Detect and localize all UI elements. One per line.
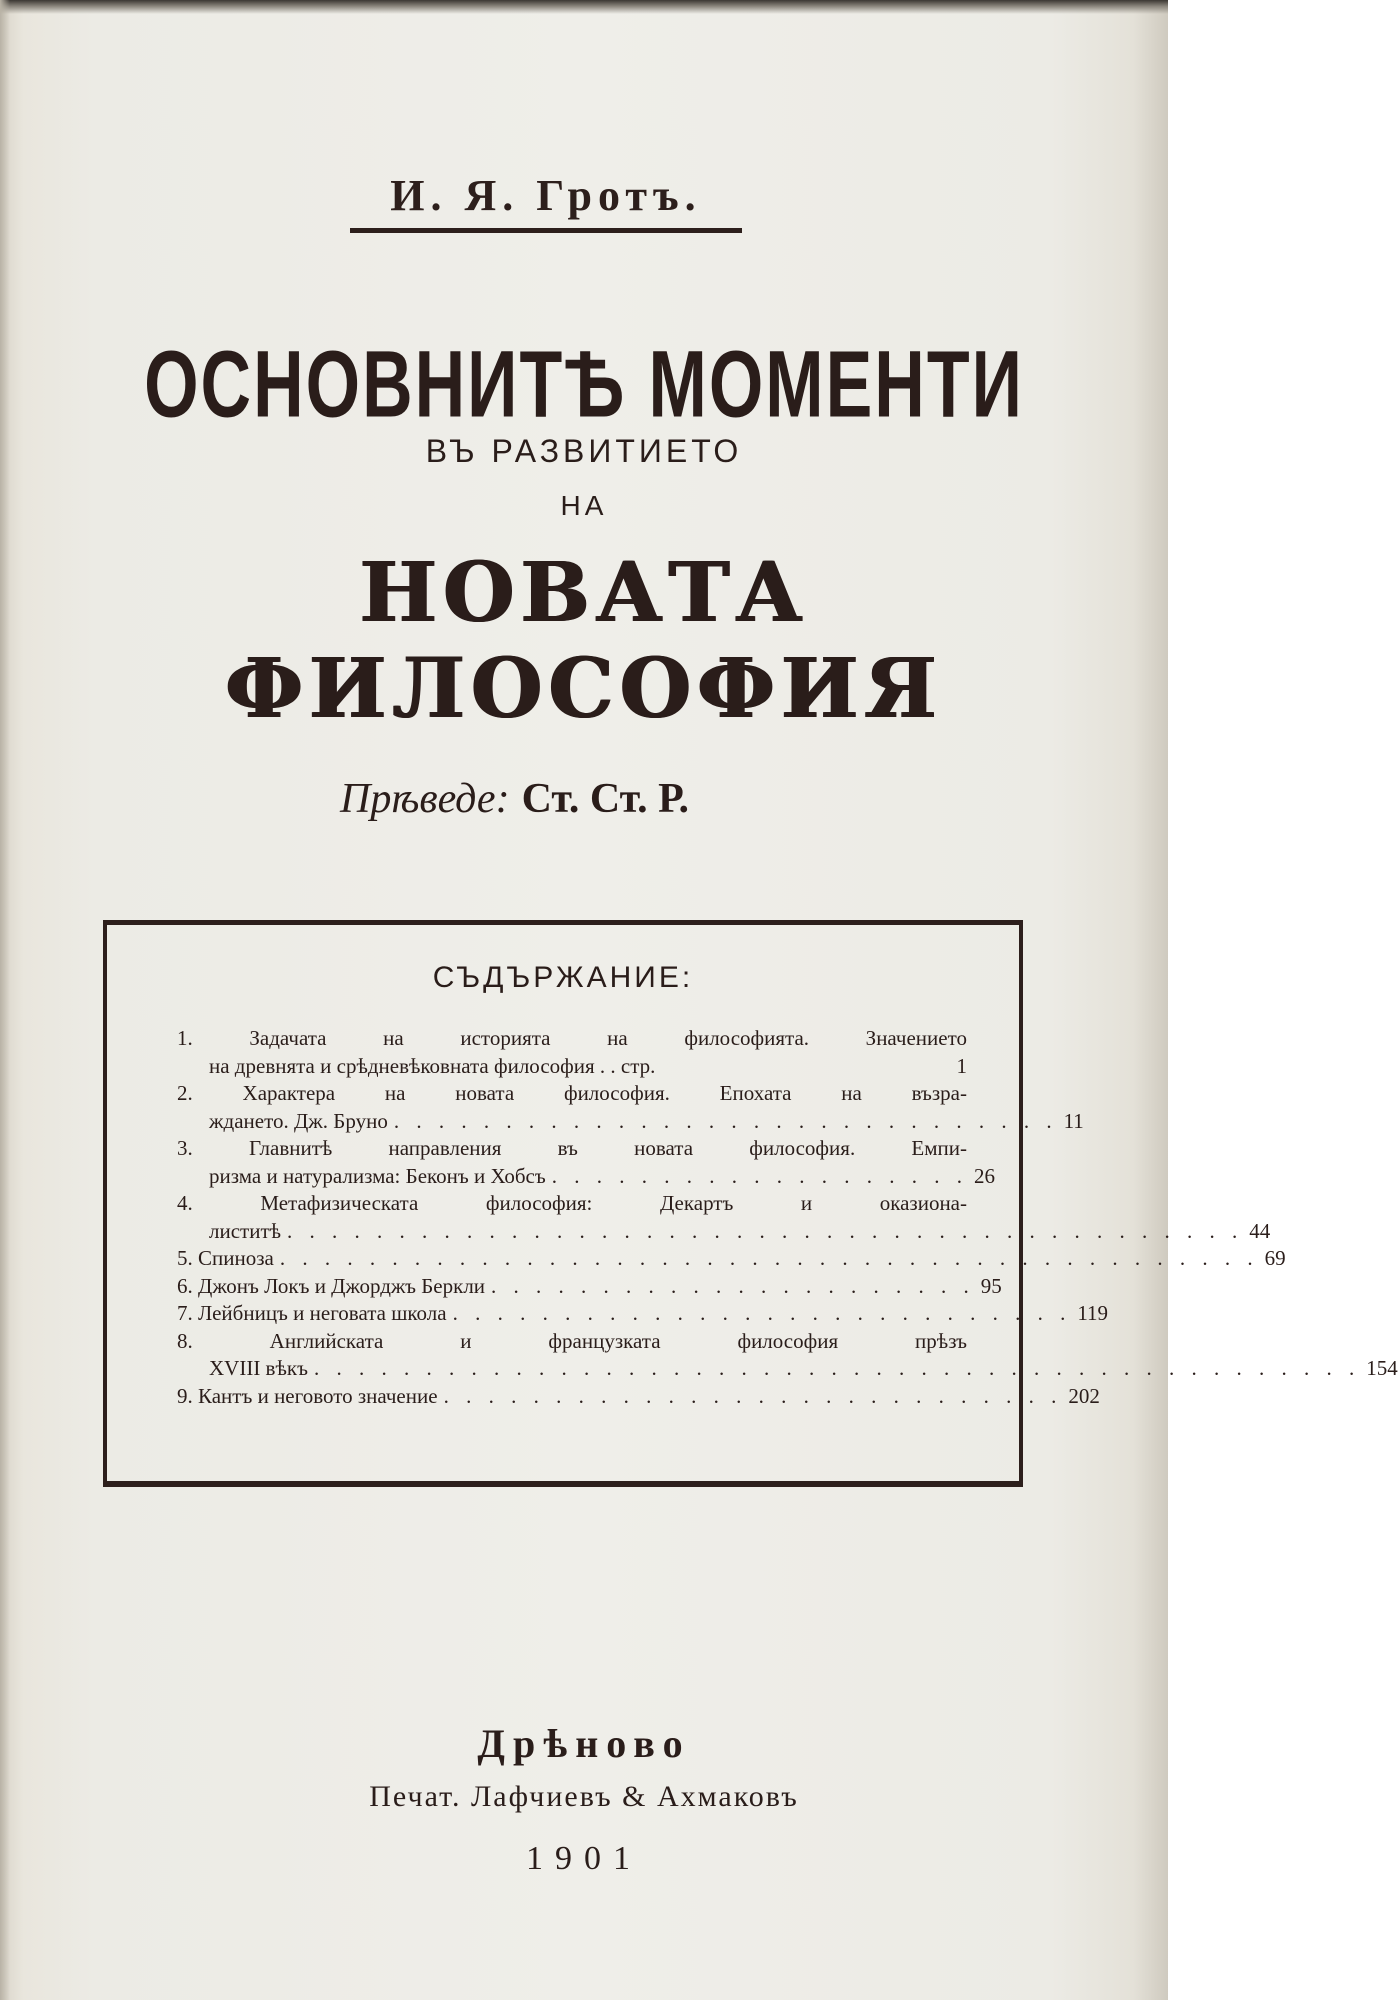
toc-page-number: 119 [1077, 1301, 1109, 1325]
author-name: И. Я. Гротъ. [390, 171, 702, 220]
toc-page-number: 26 [973, 1163, 995, 1188]
toc-leader-dots: . . . . . . . . . . . . . . . . . . . . . . . . . . . . . . . . . . . . . . . . . . . . [279, 1246, 1259, 1270]
title-line-new-philosophy: НОВАТА ФИЛОСОФИЯ [225, 545, 943, 737]
translator-label: Прѣведе: [340, 776, 510, 822]
title-line-development: ВЪ РАЗВИТИЕТО [425, 433, 743, 469]
toc-line [177, 1355, 1398, 1383]
toc-line-text: 3. Главнитѣ направления въ новата философия. Емпи- [177, 1136, 967, 1160]
toc-line [177, 1163, 995, 1191]
toc-leader-dots: . . . . . . . . . . . . . . . . . . . . . . [491, 1273, 975, 1298]
toc-list [177, 1025, 1398, 1410]
toc-page-number: 11 [1063, 1108, 1084, 1133]
toc-line [177, 1300, 1109, 1328]
table-of-contents [103, 920, 1398, 1487]
toc-line [177, 1025, 967, 1053]
toc-page-number: 154 [1366, 1356, 1398, 1380]
toc-line [177, 1328, 967, 1356]
toc-page-number: 202 [1068, 1383, 1100, 1408]
toc-line-text: XVIII вѣкъ [209, 1356, 308, 1380]
toc-line-text: 6. Джонъ Локъ и Джорджъ Беркли [177, 1273, 486, 1298]
toc-line [177, 1273, 1002, 1301]
toc-page-number: 95 [980, 1273, 1002, 1298]
toc-line-text: ждането. Дж. Бруно [209, 1108, 388, 1133]
publication-year: 1901 [526, 1840, 642, 1877]
toc-line-text: на древнята и срѣдневѣковната философия . . стр. [209, 1053, 656, 1078]
toc-line-text: 2. Характера на новата философия. Епохата на възра- [177, 1081, 967, 1105]
toc-leader-dots: . . . . . . . . . . . . . . . . . . . . . . . . . . . . [443, 1383, 1063, 1408]
toc-page-number: 1 [956, 1053, 967, 1078]
printing-house: Печат. Лафчиевъ & Ахмаковъ [369, 1780, 799, 1813]
translator-name: Ст. Ст. Р. [521, 776, 689, 822]
toc-line [177, 1218, 1271, 1246]
toc-line-text: ризма и натурализма: Беконъ и Хобсъ [209, 1163, 546, 1188]
title-line-of: НА [560, 490, 608, 521]
toc-line-text: 5. Спиноза [177, 1246, 274, 1270]
toc-line-text: 9. Кантъ и неговото значение [177, 1383, 438, 1408]
toc-line-text: 1. Задачата на историята на философията. Значението [177, 1026, 967, 1050]
author-underline [350, 228, 742, 233]
toc-line [177, 1053, 967, 1081]
toc-page-number: 44 [1249, 1218, 1271, 1243]
toc-page-number: 69 [1264, 1246, 1286, 1270]
title-line-main: ОСНОВНИТѢ МОМЕНТИ [144, 331, 1024, 437]
toc-heading: СЪДЪРЖАНИЕ: [432, 961, 694, 994]
toc-line-text: листитѣ [209, 1218, 282, 1243]
toc-leader-dots: . . . . . . . . . . . . . . . . . . . . . . . . . . . . . . . . . . . . . . . . . . . [287, 1218, 1244, 1243]
toc-line [177, 1135, 967, 1163]
toc-line [177, 1190, 967, 1218]
toc-line [177, 1080, 967, 1108]
toc-leader-dots: . . . . . . . . . . . . . . . . . . . . . . . . . . . . . . . . . . . . . . . . . . . . . . . [313, 1356, 1361, 1380]
toc-line [177, 1108, 1084, 1136]
publication-place: Дрѣново [477, 1721, 691, 1766]
toc-line-text: 4. Метафизическата философия: Декартъ и оказиона- [177, 1191, 967, 1215]
toc-leader-dots: . . . . . . . . . . . . . . . . . . . [551, 1163, 968, 1188]
toc-line [177, 1245, 1286, 1273]
translator-credit [340, 775, 840, 823]
toc-leader-dots: . . . . . . . . . . . . . . . . . . . . . . . . . . . . . . [393, 1108, 1058, 1133]
toc-line-text: 7. Лейбницъ и неговата школа [177, 1301, 447, 1325]
toc-line-text: 8. Английската и французката философия прѣзъ [177, 1328, 967, 1353]
toc-leader-dots: . . . . . . . . . . . . . . . . . . . . . . . . . . . . [452, 1301, 1072, 1325]
toc-line [177, 1383, 1100, 1411]
